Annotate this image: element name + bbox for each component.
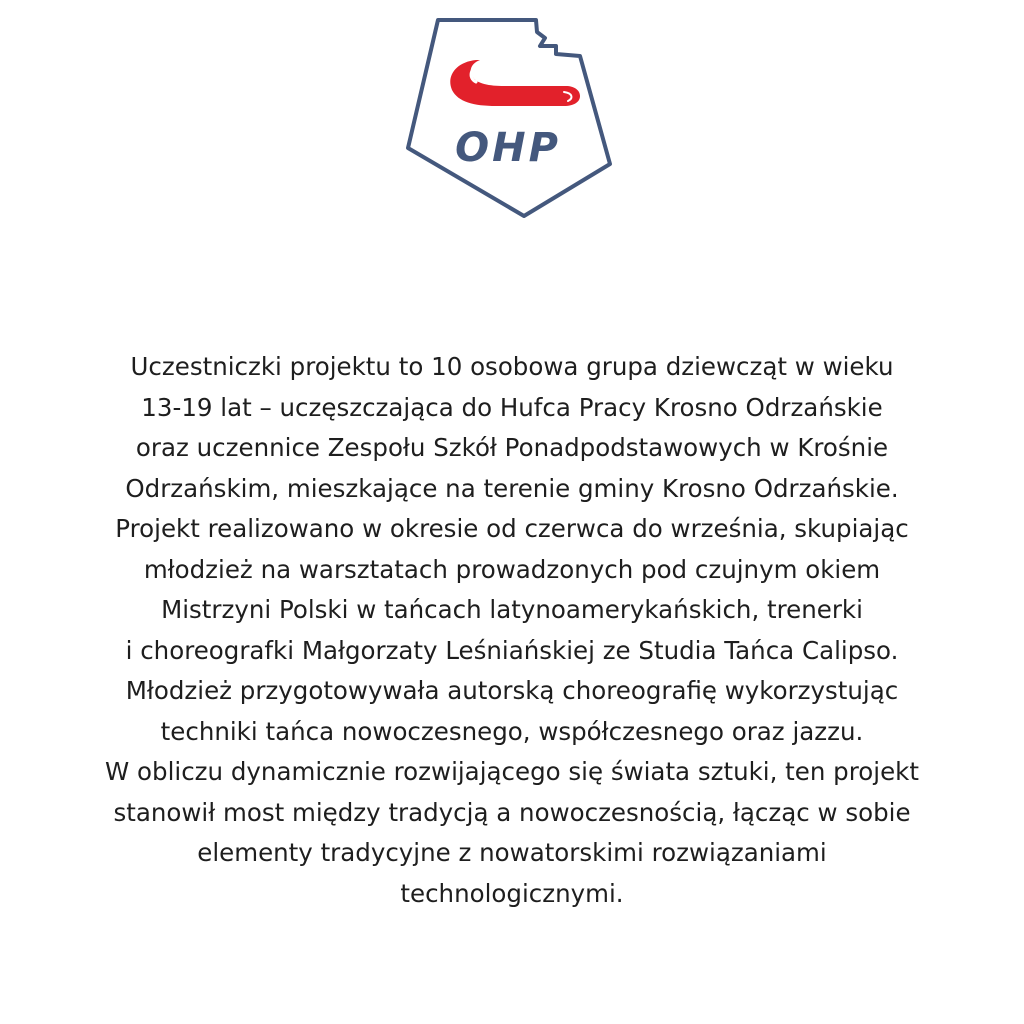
paragraph-line: 13-19 lat – uczęszczająca do Hufca Pracy Krosno Odrzańskie <box>141 392 883 422</box>
paragraph-line: Młodzież przygotowywała autorską choreografię wykorzystując <box>125 676 899 705</box>
paragraph-line: W obliczu dynamicznie rozwijającego się świata sztuki, ten projekt <box>105 757 919 786</box>
paragraph-line: Projekt realizowano w okresie od czerwca do września, skupiając <box>115 514 909 543</box>
paragraph-line: Mistrzyni Polski w tańcach latynoamerykańskich, trenerki <box>161 595 863 624</box>
paragraph-line: technologicznymi. <box>400 878 624 908</box>
paragraph-line: i choreografki Małgorzaty Leśniańskiej ze Studia Tańca Calipso. <box>125 635 899 665</box>
logo-text: OHP <box>455 125 561 171</box>
paragraph-line: młodzież na warsztatach prowadzonych pod czujnym okiem <box>143 554 881 584</box>
paragraph-line: stanowił most między tradycją a nowoczesnością, łącząc w sobie <box>113 797 911 827</box>
paragraph-line: elementy tradycyjne z nowatorskimi rozwiązaniami <box>197 838 827 867</box>
paragraph-line: techniki tańca nowoczesnego, współczesnego oraz jazzu. <box>160 716 864 746</box>
ohp-emblem-icon <box>404 16 616 222</box>
paragraph-line: Odrzańskim, mieszkające na terenie gminy Krosno Odrzańskie. <box>125 473 899 503</box>
paragraph-line: Uczestniczki projektu to 10 osobowa grupa dziewcząt w wieku <box>130 352 894 381</box>
ohp-logo <box>404 16 616 222</box>
paragraph-line: oraz uczennice Zespołu Szkół Ponadpodstawowych w Krośnie <box>135 433 889 462</box>
description-paragraph <box>20 347 1004 914</box>
